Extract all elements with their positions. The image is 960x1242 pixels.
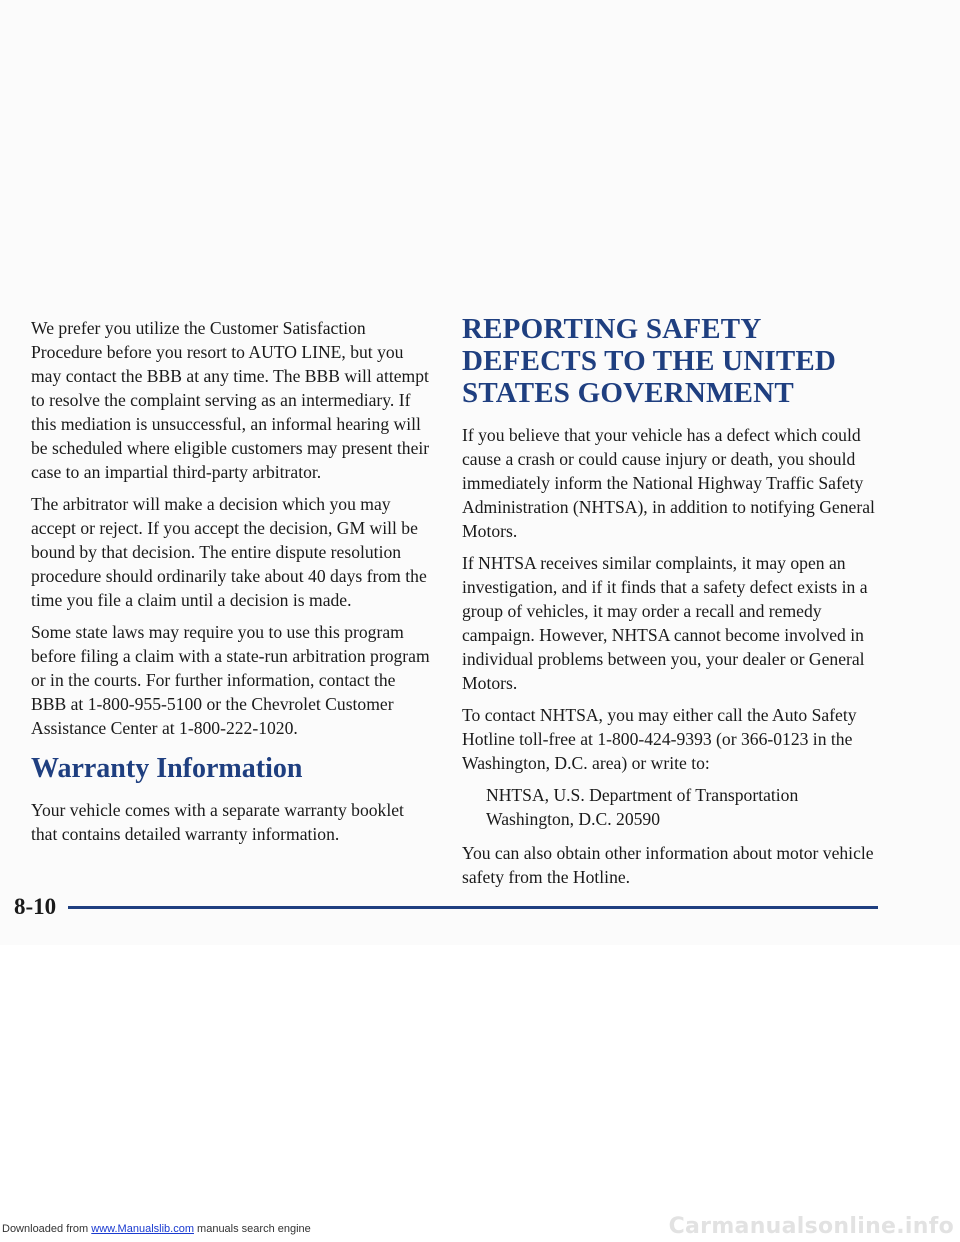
right-column	[462, 313, 882, 897]
paragraph-customer-satisfaction: We prefer you utilize the Customer Satisfaction Procedure before you resort to AUTO LINE, but you may contact the BBB at any time. The BBB will attempt to resolve the complaint serving as an intermediary. If this mediation is unsuccessful, an informal hearing will be scheduled where eligible customers may present their case to an impartial third-party arbitrator.	[31, 318, 430, 482]
download-suffix: manuals search engine	[193, 1223, 311, 1235]
address-line: Washington, D.C. 20590	[486, 809, 661, 829]
download-note	[2, 1223, 311, 1235]
paragraph-hotline-info: You can also obtain other information about motor vehicle safety from the Hotline.	[462, 843, 874, 887]
paragraph-contact-nhtsa: To contact NHTSA, you may either call the Auto Safety Hotline toll-free at 1-800-424-9393 (or 366-0123 in the Washington, D.C. area) or write to:	[462, 705, 857, 773]
paragraph-nhtsa-investigation: If NHTSA receives similar complaints, it may open an investigation, and if it finds that a safety defect exists in a group of vehicles, it may order a recall and remedy campaign. However, NHTSA cannot become involved in individual problems between you, your dealer or General Motors.	[462, 553, 868, 693]
paragraph-defect-report: If you believe that your vehicle has a defect which could cause a crash or could cause injury or death, you should immediately inform the National Highway Traffic Safety Administration (NHTSA), in addition to notifying General Motors.	[462, 425, 875, 541]
left-column	[31, 316, 431, 854]
paragraph-state-laws: Some state laws may require you to use this program before filing a claim with a state-run arbitration program or in the courts. For further information, contact the BBB at 1-800-955-5100 or the Chevrolet Customer Assistance Center at 1-800-222-1020.	[31, 622, 430, 738]
paragraph-arbitrator: The arbitrator will make a decision which you may accept or reject. If you accept the decision, GM will be bound by that decision. The entire dispute resolution procedure should ordinarily take about 40 days from the time you file a claim until a decision is made.	[31, 494, 427, 610]
watermark: Carmanualsonline.info	[668, 1214, 954, 1239]
manualslib-link[interactable]: www.Manualslib.com	[91, 1223, 194, 1235]
paragraph-warranty: Your vehicle comes with a separate warranty booklet that contains detailed warranty information.	[31, 800, 404, 844]
warranty-heading: Warranty Information	[31, 753, 303, 784]
nhtsa-address	[486, 783, 882, 831]
address-line: NHTSA, U.S. Department of Transportation	[486, 785, 799, 805]
page-number: 8-10	[14, 894, 57, 919]
safety-defects-heading: REPORTING SAFETY DEFECTS TO THE UNITED STATES GOVERNMENT	[462, 313, 837, 409]
footer-rule	[68, 906, 878, 909]
download-prefix: Downloaded from	[2, 1223, 92, 1235]
